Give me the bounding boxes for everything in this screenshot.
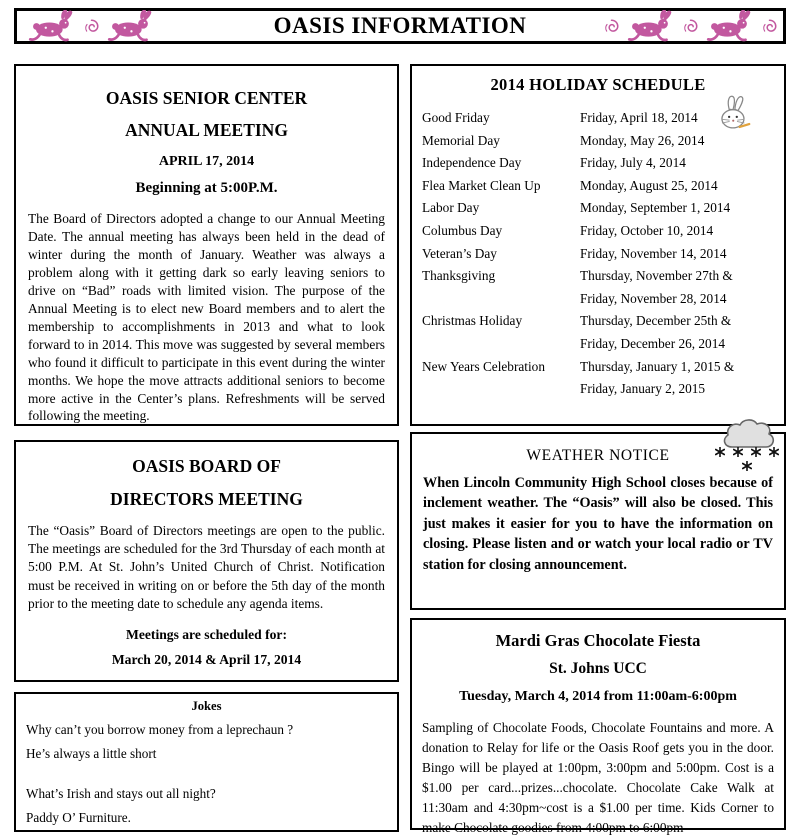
holiday-date: Monday, August 25, 2014 xyxy=(580,177,718,193)
holiday-row xyxy=(422,310,776,355)
page-title: OASIS INFORMATION xyxy=(273,13,527,38)
snowflake-icon xyxy=(769,447,779,457)
swirl-icon xyxy=(683,19,698,34)
board-meeting-schedule-label: Meetings are scheduled for: xyxy=(126,627,287,643)
holiday-row xyxy=(422,220,776,243)
mardi-gras-section xyxy=(410,618,786,835)
holiday-schedule-section xyxy=(410,64,786,426)
joke-question-2: What’s Irish and stays out all night? xyxy=(26,786,216,801)
board-meeting-title-line1: OASIS BOARD OF xyxy=(132,456,281,476)
annual-meeting-section xyxy=(14,64,399,426)
holiday-date: Monday, May 26, 2014 xyxy=(580,132,705,148)
swirl-icon xyxy=(762,19,777,34)
jokes-title: Jokes xyxy=(191,699,222,713)
holiday-date-line1: Thursday, January 1, 2015 & xyxy=(580,358,735,374)
swirl-icon xyxy=(604,19,619,34)
holiday-name: Columbus Day xyxy=(422,222,503,238)
header-decoration-left xyxy=(27,11,156,41)
joke-answer-2: Paddy O’ Furniture. xyxy=(26,810,131,825)
holiday-name: New Years Celebration xyxy=(422,358,545,374)
holiday-name: Labor Day xyxy=(422,200,480,216)
holiday-date-line1: Thursday, November 27th & xyxy=(580,268,733,284)
holiday-date xyxy=(580,356,776,401)
snowflakes xyxy=(714,447,780,471)
holiday-date-line2: Friday, December 26, 2014 xyxy=(580,335,725,351)
holiday-name: Christmas Holiday xyxy=(422,313,523,329)
holiday-date: Friday, October 10, 2014 xyxy=(580,222,714,238)
header-banner xyxy=(14,8,786,44)
holiday-name: Good Friday xyxy=(422,110,490,125)
annual-meeting-title-line1: OASIS SENIOR CENTER xyxy=(105,88,308,108)
board-meeting-body: The “Oasis” Board of Directors meetings are open to the public. The meetings are scheduled for the 3rd Thursday of each month at 5:00 P.M. At St. John’s United Church of Christ. Notification must be received in writing on or before the 5th day of the month prior to the meeting date to schedule any agenda items. xyxy=(28,523,385,611)
bunny-head-icon xyxy=(710,94,754,134)
weather-notice-body: When Lincoln Community High School closes because of inclement weather. The “Oasis” will also be closed. This just makes it easier for you to have the information on closing. Please listen and or watch your local radio or TV station for closing announcement. xyxy=(423,475,773,573)
holiday-row xyxy=(422,197,776,220)
annual-meeting-body: The Board of Directors adopted a change to our Annual Meeting Date. The annual meeting has always been held in the dead of winter during the month of January. Weather was always a problem along with it getting dark so early leaving seniors to drive on “Bad” roads with limited vision. The purpose of the Annual Meeting is to elect new Board members and to alert the membership to accomplishments in 2013 and what to look forward to in 2014. This move was suggested by several members who found it difficult to participate in this event during the winter months. We hope the move attracts additional seniors to become more active in the Center’s plans. Refreshments will be served following the meeting. xyxy=(28,211,385,424)
jokes-section xyxy=(14,692,399,832)
holiday-name: Veteran’s Day xyxy=(422,245,497,261)
holiday-date: Friday, April 18, 2014 xyxy=(580,110,698,125)
annual-meeting-time: Beginning at 5:00P.M. xyxy=(135,180,278,196)
board-meeting-section xyxy=(14,440,399,682)
header-decoration-right xyxy=(604,11,777,41)
holiday-schedule-table xyxy=(420,107,776,401)
holiday-name: Independence Day xyxy=(422,155,522,171)
joke-question-1: Why can’t you borrow money from a leprechaun ? xyxy=(26,722,294,737)
holiday-date: Friday, November 14, 2014 xyxy=(580,245,727,261)
rabbit-icon xyxy=(705,10,755,42)
holiday-date xyxy=(580,265,776,310)
annual-meeting-title-line2: ANNUAL MEETING xyxy=(125,120,288,140)
rabbit-icon xyxy=(27,10,77,42)
snowflake-icon xyxy=(715,447,725,457)
holiday-row xyxy=(422,243,776,266)
mardi-gras-datetime: Tuesday, March 4, 2014 from 11:00am-6:00pm xyxy=(459,689,737,704)
holiday-date xyxy=(580,310,776,355)
weather-notice-section xyxy=(410,432,786,610)
snowflake-icon xyxy=(742,461,752,471)
mardi-gras-location: St. Johns UCC xyxy=(549,660,647,677)
snow-cloud-decoration xyxy=(708,417,782,475)
holiday-row xyxy=(422,265,776,310)
rabbit-icon xyxy=(106,10,156,42)
holiday-date: Monday, September 1, 2014 xyxy=(580,200,731,216)
holiday-date: Friday, July 4, 2014 xyxy=(580,155,686,171)
holiday-row xyxy=(422,175,776,198)
holiday-date-line2: Friday, January 2, 2015 xyxy=(580,381,706,397)
mardi-gras-title: Mardi Gras Chocolate Fiesta xyxy=(495,631,701,650)
holiday-name: Flea Market Clean Up xyxy=(422,177,541,193)
holiday-date-line2: Friday, November 28, 2014 xyxy=(580,290,727,306)
weather-notice-title: WEATHER NOTICE xyxy=(526,447,670,464)
mardi-gras-body: Sampling of Chocolate Foods, Chocolate Fountains and more. A donation to Relay for life or the Oasis Roof gets you in the door. Bingo will be played at 1:00pm, 3:00pm and 5:00pm. Cost is a $1.00 per card...prizes...chocolate. Chocolate Cake Walk at 11:30am and 4:30pm~cost is a $1.00 per time. Kids Corner to make Chocolate goodies from 4:00pm to 6:00pm xyxy=(422,720,774,835)
holiday-name: Memorial Day xyxy=(422,132,500,148)
holiday-row xyxy=(422,356,776,401)
holiday-name: Thanksgiving xyxy=(422,268,496,284)
holiday-date-line1: Thursday, December 25th & xyxy=(580,313,732,329)
holiday-row xyxy=(422,152,776,175)
board-meeting-schedule-dates: March 20, 2014 & April 17, 2014 xyxy=(111,652,302,668)
rabbit-icon xyxy=(626,10,676,42)
joke-answer-1: He’s always a little short xyxy=(26,746,157,761)
annual-meeting-date: APRIL 17, 2014 xyxy=(158,154,255,169)
holiday-schedule-title: 2014 HOLIDAY SCHEDULE xyxy=(490,75,706,94)
swirl-icon xyxy=(84,19,99,34)
snowflake-icon xyxy=(751,447,761,457)
snowflake-icon xyxy=(733,447,743,457)
board-meeting-title-line2: DIRECTORS MEETING xyxy=(110,489,303,509)
